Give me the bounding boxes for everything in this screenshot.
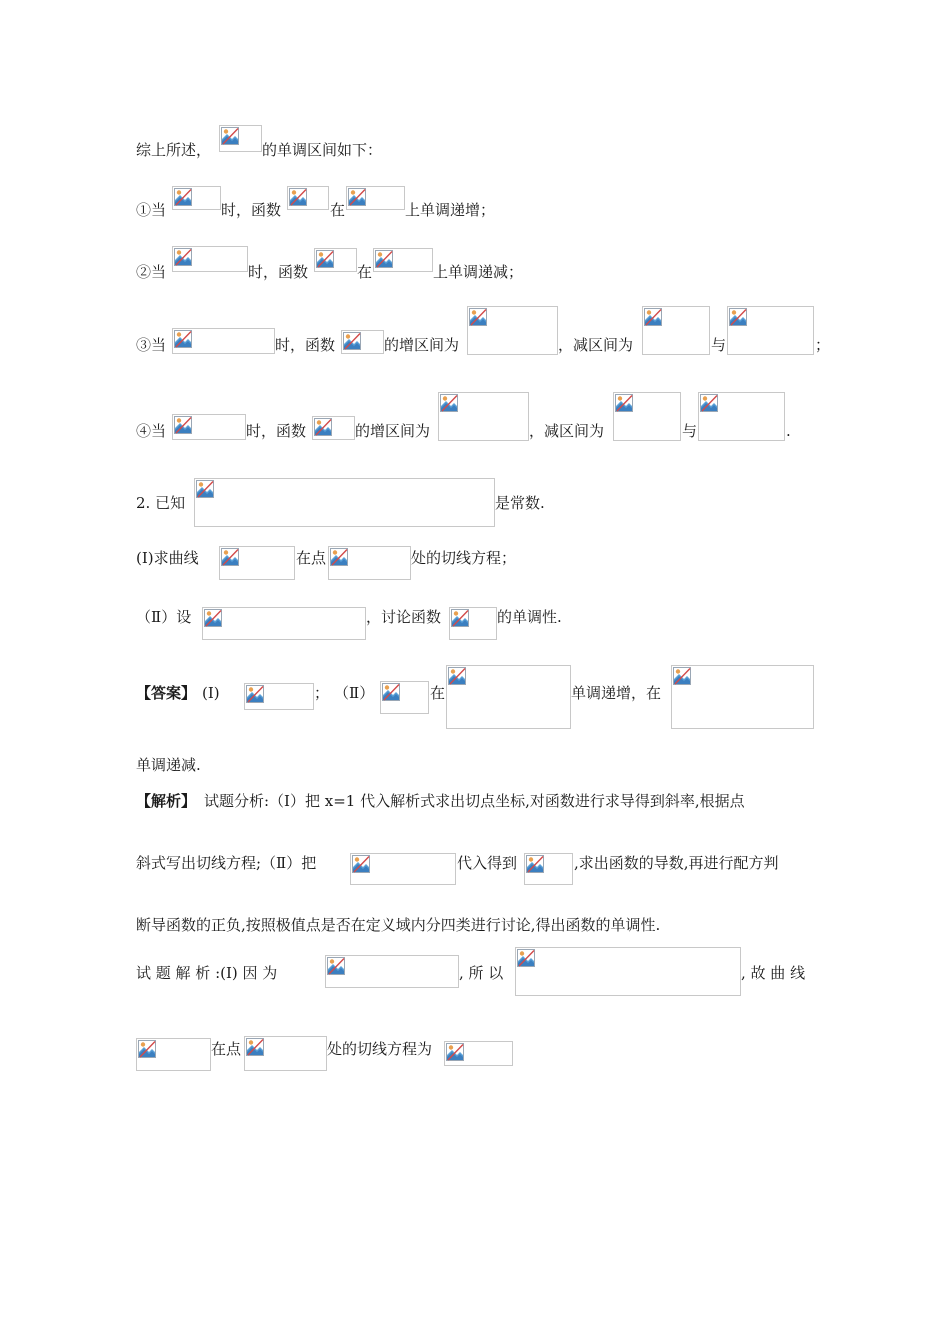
solution-so: , 所 以 bbox=[459, 964, 504, 982]
formula-image bbox=[328, 546, 411, 580]
case-3-dec: ，减区间为 bbox=[558, 336, 634, 354]
formula-image bbox=[244, 1036, 327, 1071]
case-4-when: 时，函数 bbox=[246, 422, 307, 440]
formula-image bbox=[671, 665, 814, 729]
formula-image bbox=[613, 392, 681, 441]
formula-image bbox=[444, 1041, 513, 1066]
case-4-num: ④当 bbox=[136, 422, 167, 440]
case-3-num: ③当 bbox=[136, 336, 167, 354]
case-1-num: ①当 bbox=[136, 201, 167, 219]
solution-thus-curve: , 故 曲 线 bbox=[741, 964, 806, 982]
answer-increasing: 单调递增，在 bbox=[571, 684, 662, 702]
solution-tangent: 处的切线方程为 bbox=[327, 1040, 433, 1058]
case-3-inc: 的增区间为 bbox=[384, 336, 460, 354]
formula-image bbox=[287, 186, 329, 210]
problem-2-part2: （Ⅱ）设 bbox=[136, 608, 192, 626]
analysis-line-2-sub: 代入得到 bbox=[457, 854, 518, 872]
formula-image bbox=[202, 607, 366, 640]
case-3-tail: ； bbox=[815, 336, 831, 354]
formula-image bbox=[194, 478, 495, 527]
formula-image bbox=[219, 546, 295, 580]
formula-image bbox=[172, 414, 246, 440]
case-1-in: 在 bbox=[330, 201, 346, 219]
summary-intro: 综上所述， bbox=[136, 141, 212, 159]
formula-image bbox=[373, 248, 433, 272]
solution-at-point: 在点 bbox=[211, 1040, 242, 1058]
case-1-tail: 上单调递增； bbox=[405, 201, 496, 219]
answer-part2: （Ⅱ） bbox=[334, 684, 375, 702]
formula-image bbox=[380, 681, 429, 714]
answer-label: 【答案】 bbox=[136, 684, 197, 702]
formula-image bbox=[438, 392, 529, 441]
formula-image bbox=[698, 392, 785, 441]
case-2-num: ②当 bbox=[136, 263, 167, 281]
problem-2-part2-discuss: ，讨论函数 bbox=[366, 608, 442, 626]
case-3-and: 与 bbox=[711, 336, 727, 354]
formula-image bbox=[325, 955, 459, 988]
case-4-and: 与 bbox=[682, 422, 698, 440]
formula-image bbox=[524, 853, 573, 885]
answer-sep: ； bbox=[314, 684, 330, 702]
analysis-label: 【解析】 bbox=[136, 792, 197, 810]
formula-image bbox=[467, 306, 558, 355]
case-3-when: 时，函数 bbox=[275, 336, 336, 354]
case-4-tail: . bbox=[786, 422, 791, 440]
formula-image bbox=[515, 947, 741, 996]
problem-2-part1: (Ⅰ)求曲线 bbox=[136, 549, 199, 567]
formula-image bbox=[314, 248, 357, 272]
formula-image bbox=[727, 306, 814, 355]
formula-image bbox=[346, 186, 405, 210]
case-4-inc: 的增区间为 bbox=[355, 422, 431, 440]
formula-image bbox=[172, 246, 248, 272]
formula-image bbox=[172, 328, 275, 354]
analysis-line-2-tail: ,求出函数的导数,再进行配方判 bbox=[574, 854, 779, 872]
formula-image bbox=[449, 607, 497, 640]
analysis-line-3: 断导函数的正负,按照极值点是否在定义域内分四类进行讨论,得出函数的单调性. bbox=[136, 916, 661, 934]
formula-image bbox=[172, 186, 221, 210]
formula-image bbox=[446, 665, 571, 729]
formula-image bbox=[312, 416, 355, 440]
analysis-line-1: 试题分析:（Ⅰ）把 x=1 代入解析式求出切点坐标,对函数进行求导得到斜率,根据点 bbox=[204, 792, 745, 810]
formula-image bbox=[642, 306, 710, 355]
problem-2-part2-tail: 的单调性. bbox=[497, 608, 562, 626]
answer-part1: (Ⅰ) bbox=[202, 684, 220, 702]
formula-image bbox=[219, 125, 262, 152]
solution-because: 试 题 解 析 :(Ⅰ) 因 为 bbox=[136, 964, 278, 982]
formula-image bbox=[350, 853, 456, 885]
case-2-in: 在 bbox=[357, 263, 373, 281]
summary-intro-tail: 的单调区间如下： bbox=[262, 141, 383, 159]
case-2-when: 时，函数 bbox=[248, 263, 309, 281]
case-4-dec: ，减区间为 bbox=[529, 422, 605, 440]
formula-image bbox=[341, 330, 384, 354]
problem-2-part1-at: 在点 bbox=[296, 549, 327, 567]
problem-2-stem-tail: 是常数. bbox=[495, 494, 545, 512]
answer-in: 在 bbox=[430, 684, 446, 702]
formula-image bbox=[136, 1038, 211, 1071]
case-2-tail: 上单调递减； bbox=[433, 263, 524, 281]
analysis-line-2: 斜式写出切线方程;（Ⅱ）把 bbox=[136, 854, 317, 872]
formula-image bbox=[244, 683, 314, 710]
problem-2-part1-tail: 处的切线方程； bbox=[411, 549, 517, 567]
case-1-when: 时，函数 bbox=[221, 201, 282, 219]
answer-decreasing: 单调递减. bbox=[136, 756, 201, 774]
problem-2-stem: 2. 已知 bbox=[136, 494, 186, 512]
